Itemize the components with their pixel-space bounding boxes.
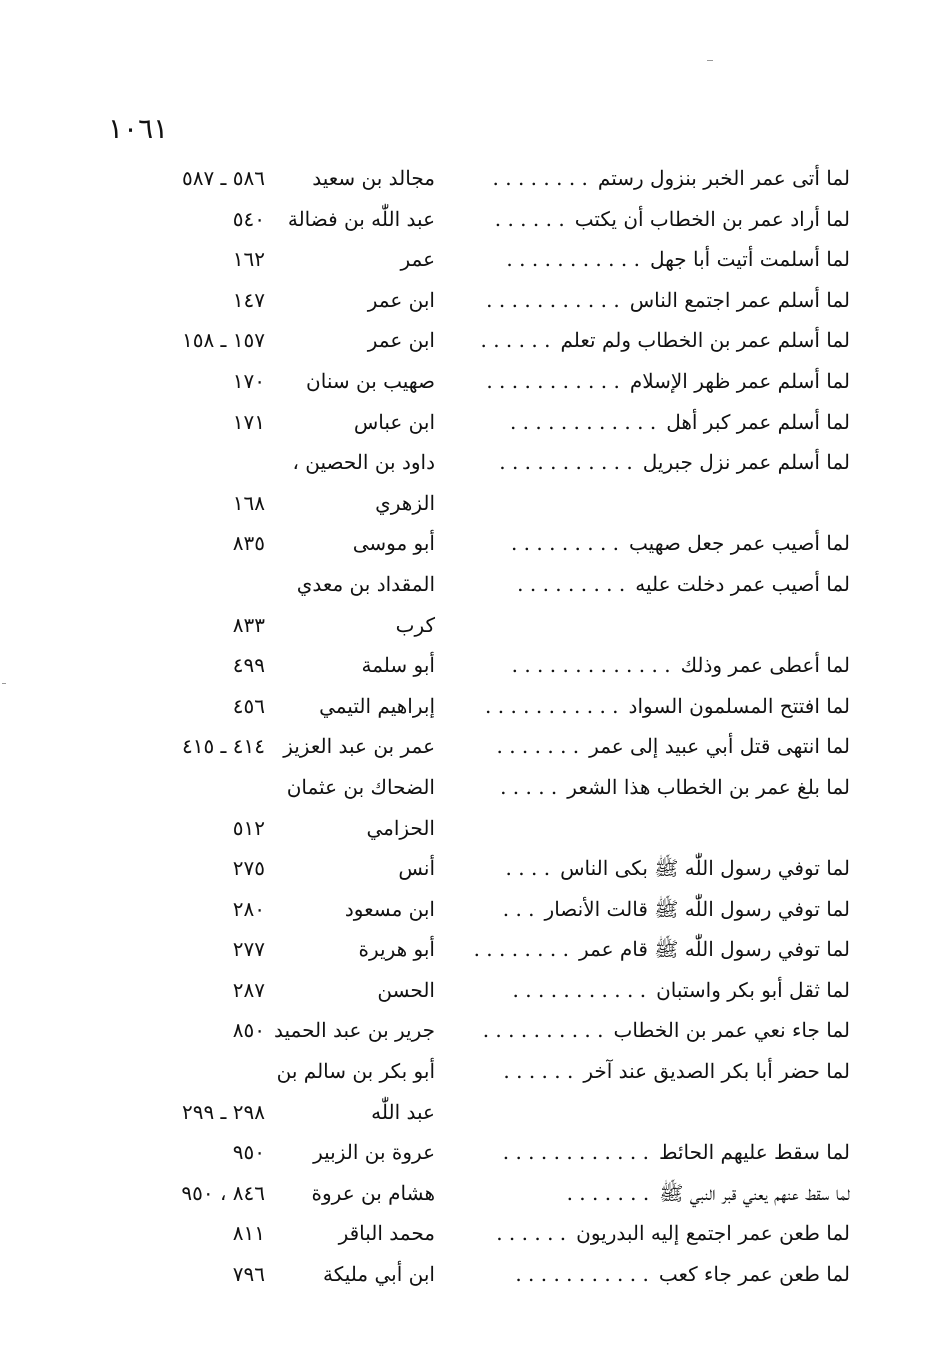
index-row bbox=[140, 1092, 850, 1133]
narrator-name: ابن عمر bbox=[367, 328, 435, 353]
hadith-opening-phrase bbox=[490, 523, 850, 564]
phrase-text: لما أعطى عمر وذلك bbox=[680, 653, 850, 678]
page-reference: ٢٧٥ bbox=[232, 856, 265, 881]
page-reference: ٥٨٦ ـ ٥٨٧ bbox=[181, 166, 265, 190]
narrator-name: أبو سلمة bbox=[361, 653, 435, 678]
narrator-name: أبو هريرة bbox=[358, 937, 435, 962]
leader-dots: . . . . . . . . . . . bbox=[486, 287, 620, 312]
phrase-text: لما أصيب عمر جعل صهيب bbox=[629, 531, 850, 556]
narrator-name: عمر bbox=[400, 247, 435, 272]
margin-mark bbox=[707, 60, 713, 61]
page-reference: ٥١٢ bbox=[232, 815, 265, 840]
leader-dots: . . . . . . . . . . . . . bbox=[511, 653, 671, 678]
phrase-text: لما بلغ عمر بن الخطاب هذا الشعر bbox=[567, 774, 850, 799]
phrase-text: لما أراد عمر بن الخطاب أن يكتب bbox=[574, 206, 850, 231]
index-table bbox=[140, 158, 850, 1295]
page-reference: ٩٥٠ bbox=[232, 1140, 265, 1165]
hadith-opening-phrase bbox=[480, 320, 850, 361]
page-reference: ٢٨٧ bbox=[232, 977, 265, 1002]
index-row bbox=[140, 848, 850, 889]
index-row bbox=[140, 442, 850, 483]
hadith-opening-phrase bbox=[490, 848, 850, 889]
narrator-name: إبراهيم التيمي bbox=[319, 693, 435, 718]
leader-dots: . . . . . . bbox=[503, 1059, 574, 1084]
leader-dots: . . . . . . . . . . . . bbox=[502, 1140, 649, 1165]
narrator-name: أنس bbox=[398, 856, 435, 881]
phrase-text: لما طعن عمر اجتمع إليه البدريون bbox=[576, 1221, 850, 1246]
leader-dots: . . . . bbox=[505, 856, 551, 881]
leader-dots bbox=[840, 816, 850, 840]
index-row bbox=[140, 158, 850, 199]
phrase-text: لما أسلمت أتيت أبا جهل bbox=[649, 247, 850, 272]
phrase-text: لما أسلم عمر كبر أهل bbox=[666, 409, 850, 434]
narrator-name: داود بن الحصين ، bbox=[292, 450, 435, 475]
hadith-opening-phrase bbox=[490, 483, 850, 524]
index-row bbox=[140, 889, 850, 930]
phrase-text: لما جاء نعي عمر بن الخطاب bbox=[613, 1018, 850, 1043]
leader-dots: . . . . . . bbox=[496, 1221, 567, 1246]
hadith-opening-phrase bbox=[490, 970, 850, 1011]
leader-dots: . . . . . . . . . . . . bbox=[509, 409, 657, 434]
hadith-opening-phrase bbox=[490, 1132, 850, 1173]
index-row bbox=[140, 686, 850, 727]
hadith-opening-phrase bbox=[482, 1010, 850, 1051]
page-reference: ٢٨٠ bbox=[232, 896, 265, 921]
page-reference: ٨٣٣ bbox=[232, 612, 265, 637]
page-reference: ٤٥٦ bbox=[232, 693, 265, 718]
narrator-name: عبد اللّٰه بن فضالة bbox=[287, 206, 435, 231]
hadith-opening-phrase bbox=[490, 1213, 850, 1254]
narrator-name: الضحاك بن عثمان bbox=[286, 774, 435, 799]
hadith-opening-phrase bbox=[490, 767, 850, 808]
leader-dots: . . . . . . bbox=[480, 328, 551, 353]
phrase-text: لما أصيب عمر دخلت عليه bbox=[635, 571, 850, 596]
hadith-opening-phrase bbox=[490, 605, 850, 646]
leader-dots: . . . . . . . bbox=[566, 1180, 650, 1205]
hadith-opening-phrase bbox=[486, 361, 850, 402]
phrase-text: لما طعن عمر جاء كعب bbox=[658, 1262, 850, 1287]
leader-dots: . . . . . . . . . . bbox=[482, 1018, 604, 1043]
narrator-name: عروة بن الزبير bbox=[313, 1140, 435, 1165]
page-reference: ١٤٧ bbox=[232, 287, 265, 312]
index-row bbox=[140, 808, 850, 849]
index-row bbox=[140, 320, 850, 361]
leader-dots: . . . . . . . . . . . bbox=[499, 450, 633, 475]
phrase-text: لما سقط عليهم الحائط bbox=[658, 1140, 850, 1165]
hadith-opening-phrase bbox=[490, 1173, 850, 1214]
index-row bbox=[140, 402, 850, 443]
index-row bbox=[140, 361, 850, 402]
index-row bbox=[140, 523, 850, 564]
leader-dots: . . . . . . . . . . . bbox=[485, 693, 619, 718]
index-row bbox=[140, 1254, 850, 1295]
narrator-name: ابن عباس bbox=[353, 409, 435, 434]
page-reference: ٢٩٨ ـ ٢٩٩ bbox=[181, 1099, 265, 1124]
page-reference: ٥٤٠ bbox=[232, 206, 265, 231]
index-row bbox=[140, 483, 850, 524]
narrator-name: الحزامي bbox=[366, 815, 435, 840]
index-row bbox=[140, 767, 850, 808]
hadith-opening-phrase bbox=[485, 686, 850, 727]
leader-dots: . . . . . . . . . . . bbox=[515, 1262, 649, 1287]
hadith-opening-phrase bbox=[490, 1254, 850, 1295]
index-row bbox=[140, 280, 850, 321]
leader-dots bbox=[840, 613, 850, 637]
leader-dots: . . . . . . . bbox=[496, 734, 580, 759]
index-row bbox=[140, 645, 850, 686]
phrase-text: لما افتتح المسلمون السواد bbox=[628, 693, 850, 718]
narrator-name: صهيب بن سنان bbox=[306, 368, 435, 393]
page-reference: ١٧٠ bbox=[232, 368, 265, 393]
phrase-text: لما حضر أبا بكر الصديق عند آخر bbox=[583, 1059, 850, 1084]
phrase-text: لما أسلم عمر ظهر الإسلام bbox=[629, 368, 850, 393]
leader-dots: . . . . . . . . . bbox=[517, 571, 626, 596]
index-row bbox=[140, 199, 850, 240]
index-row bbox=[140, 970, 850, 1011]
index-row bbox=[140, 929, 850, 970]
hadith-opening-phrase bbox=[490, 726, 850, 767]
page-reference: ٨٥٠ bbox=[232, 1018, 265, 1043]
page-reference: ٨١١ bbox=[232, 1221, 265, 1246]
hadith-opening-phrase bbox=[490, 1092, 850, 1133]
narrator-name: أبو بكر بن سالم بن bbox=[276, 1059, 435, 1084]
index-row bbox=[140, 1051, 850, 1092]
index-row bbox=[140, 564, 850, 605]
narrator-name: كرب bbox=[395, 612, 435, 637]
phrase-text: لما أسلم عمر نزل جبريل bbox=[642, 450, 850, 475]
narrator-name: المقداد بن معدي bbox=[296, 571, 435, 596]
phrase-text: لما انتهى قتل أبي عبيد إلى عمر bbox=[589, 734, 850, 759]
leader-dots: . . . . . . . . . bbox=[510, 531, 620, 556]
page-reference: ٢٧٧ bbox=[232, 937, 265, 962]
page-reference: ١٧١ bbox=[232, 409, 265, 434]
index-row bbox=[140, 1132, 850, 1173]
page-number: ١٠٦١ bbox=[108, 112, 169, 145]
phrase-text: لما أتى عمر الخبر بنزول رستم bbox=[597, 166, 850, 190]
margin-mark bbox=[2, 683, 6, 684]
narrator-name: الحسن bbox=[377, 977, 435, 1002]
index-row bbox=[140, 605, 850, 646]
narrator-name: ابن أبي مليكة bbox=[323, 1262, 435, 1287]
leader-dots: . . . . . . . . . . . bbox=[506, 247, 640, 272]
leader-dots: . . . . . . bbox=[494, 206, 565, 231]
leader-dots bbox=[840, 1100, 850, 1124]
narrator-name: عبد اللّٰه bbox=[371, 1099, 435, 1124]
page-reference: ٤١٤ ـ ٤١٥ bbox=[181, 734, 265, 759]
narrator-name: مجالد بن سعيد bbox=[312, 166, 435, 190]
narrator-name: عمر بن عبد العزيز bbox=[283, 734, 435, 759]
phrase-text: لما توفي رسول اللّٰه ﷺ قام عمر bbox=[578, 937, 850, 962]
hadith-opening-phrase bbox=[490, 239, 850, 280]
hadith-opening-phrase bbox=[490, 645, 850, 686]
phrase-text: لما سقط عنهم يعني قبر النبي ﷺ bbox=[659, 1180, 850, 1205]
leader-dots: . . . . . bbox=[500, 774, 558, 799]
hadith-opening-phrase bbox=[490, 564, 850, 605]
index-row bbox=[140, 1173, 850, 1214]
hadith-opening-phrase bbox=[473, 929, 850, 970]
narrator-name: أبو موسى bbox=[352, 531, 435, 556]
page-reference: ١٥٧ ـ ١٥٨ bbox=[181, 328, 265, 353]
narrator-name: جرير بن عبد الحميد bbox=[274, 1018, 435, 1043]
hadith-opening-phrase bbox=[486, 280, 850, 321]
page-reference: ٨٤٦ ، ٩٥٠ bbox=[181, 1180, 265, 1205]
narrator-name: محمد الباقر bbox=[338, 1221, 435, 1246]
hadith-opening-phrase bbox=[490, 199, 850, 240]
phrase-text: لما أسلم عمر اجتمع الناس bbox=[629, 287, 850, 312]
index-row bbox=[140, 1213, 850, 1254]
phrase-text: لما أسلم عمر بن الخطاب ولم تعلم bbox=[560, 328, 850, 353]
page-reference: ٨٣٥ bbox=[232, 531, 265, 556]
narrator-name: ابن مسعود bbox=[344, 896, 435, 921]
hadith-opening-phrase bbox=[490, 442, 850, 483]
index-row bbox=[140, 1010, 850, 1051]
leader-dots bbox=[840, 491, 850, 515]
narrator-name: هشام بن عروة bbox=[311, 1180, 435, 1205]
hadith-opening-phrase bbox=[490, 808, 850, 849]
hadith-opening-phrase bbox=[490, 158, 850, 199]
index-row bbox=[140, 239, 850, 280]
leader-dots: . . . . . . . . bbox=[473, 937, 569, 962]
hadith-opening-phrase bbox=[490, 1051, 850, 1092]
page-reference: ١٦٨ bbox=[232, 490, 265, 515]
leader-dots: . . . . . . . . bbox=[492, 166, 588, 190]
leader-dots: . . . . . . . . . . . bbox=[486, 368, 620, 393]
page-reference: ١٦٢ bbox=[232, 247, 265, 272]
leader-dots: . . . bbox=[502, 896, 535, 921]
phrase-text: لما توفي رسول اللّٰه ﷺ قالت الأنصار bbox=[544, 896, 850, 921]
phrase-text: لما توفي رسول اللّٰه ﷺ بكى الناس bbox=[560, 856, 850, 881]
leader-dots: . . . . . . . . . . . bbox=[512, 977, 647, 1002]
index-row bbox=[140, 726, 850, 767]
page-reference: ٤٩٩ bbox=[232, 653, 265, 678]
narrator-name: الزهري bbox=[375, 490, 435, 515]
page-reference: ٧٩٦ bbox=[232, 1262, 265, 1287]
hadith-opening-phrase bbox=[490, 889, 850, 930]
narrator-name: ابن عمر bbox=[367, 287, 435, 312]
hadith-opening-phrase bbox=[490, 402, 850, 443]
phrase-text: لما ثقل أبو بكر واستبان bbox=[656, 977, 850, 1002]
